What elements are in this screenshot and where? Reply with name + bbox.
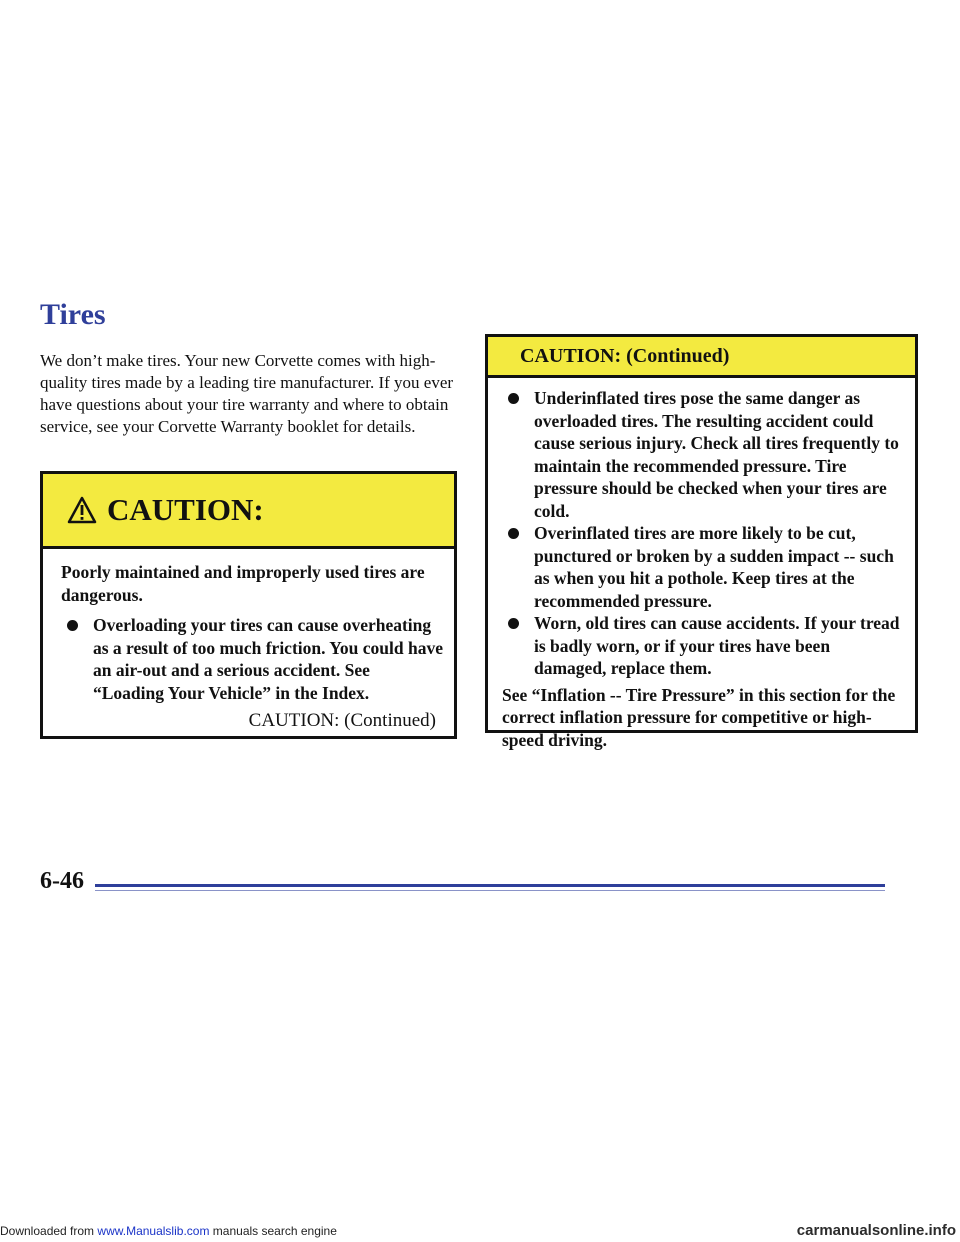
caution-continued-heading: CAUTION: (Continued) — [520, 344, 730, 367]
manualslib-link[interactable]: www.Manualslib.com — [97, 1224, 210, 1238]
intro-paragraph: We don’t make tires. Your new Corvette comes with high-quality tires made by a leading tire manufacturer. If you ever have questions about your tire warranty and where to obtain service, see your Corvette Warranty booklet for details. — [40, 351, 454, 436]
bullet-icon — [508, 528, 519, 539]
list-item — [61, 614, 444, 704]
list-item-text: Overloading your tires can cause overheating as a result of too much friction. You could have an air-out and a serious accident. See “Loading Your Vehicle” in the Index. — [93, 615, 443, 703]
download-suffix: manuals search engine — [212, 1224, 337, 1238]
footer-rule — [95, 884, 885, 887]
list-item-text: Worn, old tires can cause accidents. If your tread is badly worn, or if your tires have been damaged, replace them. — [534, 613, 900, 678]
caution-body — [43, 549, 454, 733]
caution-body — [488, 378, 915, 751]
warning-triangle-icon — [67, 496, 97, 524]
list-item-text: Underinflated tires pose the same danger as overloaded tires. The resulting accident could cause serious injury. Check all tires frequently to maintain the recommended pressure. Tire pressure should be checked when your tires are cold. — [534, 388, 899, 521]
list-item-text: Overinflated tires are more likely to be cut, punctured or broken by a sudden impact -- such as when you hit a pothole. Keep tires at the recommended pressure. — [534, 523, 894, 611]
bullet-icon — [67, 620, 78, 631]
list-item — [502, 387, 905, 522]
download-credit — [0, 1224, 337, 1238]
caution-box-left — [40, 471, 457, 739]
caution-closing: See “Inflation -- Tire Pressure” in this section for the correct inflation pressure for competitive or high-speed driving. — [502, 684, 896, 750]
caution-header — [488, 337, 915, 378]
caution-box-right — [485, 334, 918, 750]
page-number: 6-46 — [40, 868, 84, 894]
continued-label: CAUTION: (Continued) — [248, 710, 436, 731]
caution-paragraph: Poorly maintained and improperly used tires are dangerous. — [61, 562, 425, 605]
caution-header — [43, 474, 454, 549]
bullet-icon — [508, 618, 519, 629]
watermark-brand: carmanualsonline.info — [796, 1222, 956, 1239]
download-prefix: Downloaded from — [0, 1224, 95, 1238]
page-title: Tires — [40, 298, 106, 331]
list-item — [502, 612, 905, 680]
list-item — [502, 522, 905, 612]
caution-heading: CAUTION: — [107, 492, 264, 527]
footer-rule-thin — [95, 890, 885, 891]
bullet-icon — [508, 393, 519, 404]
